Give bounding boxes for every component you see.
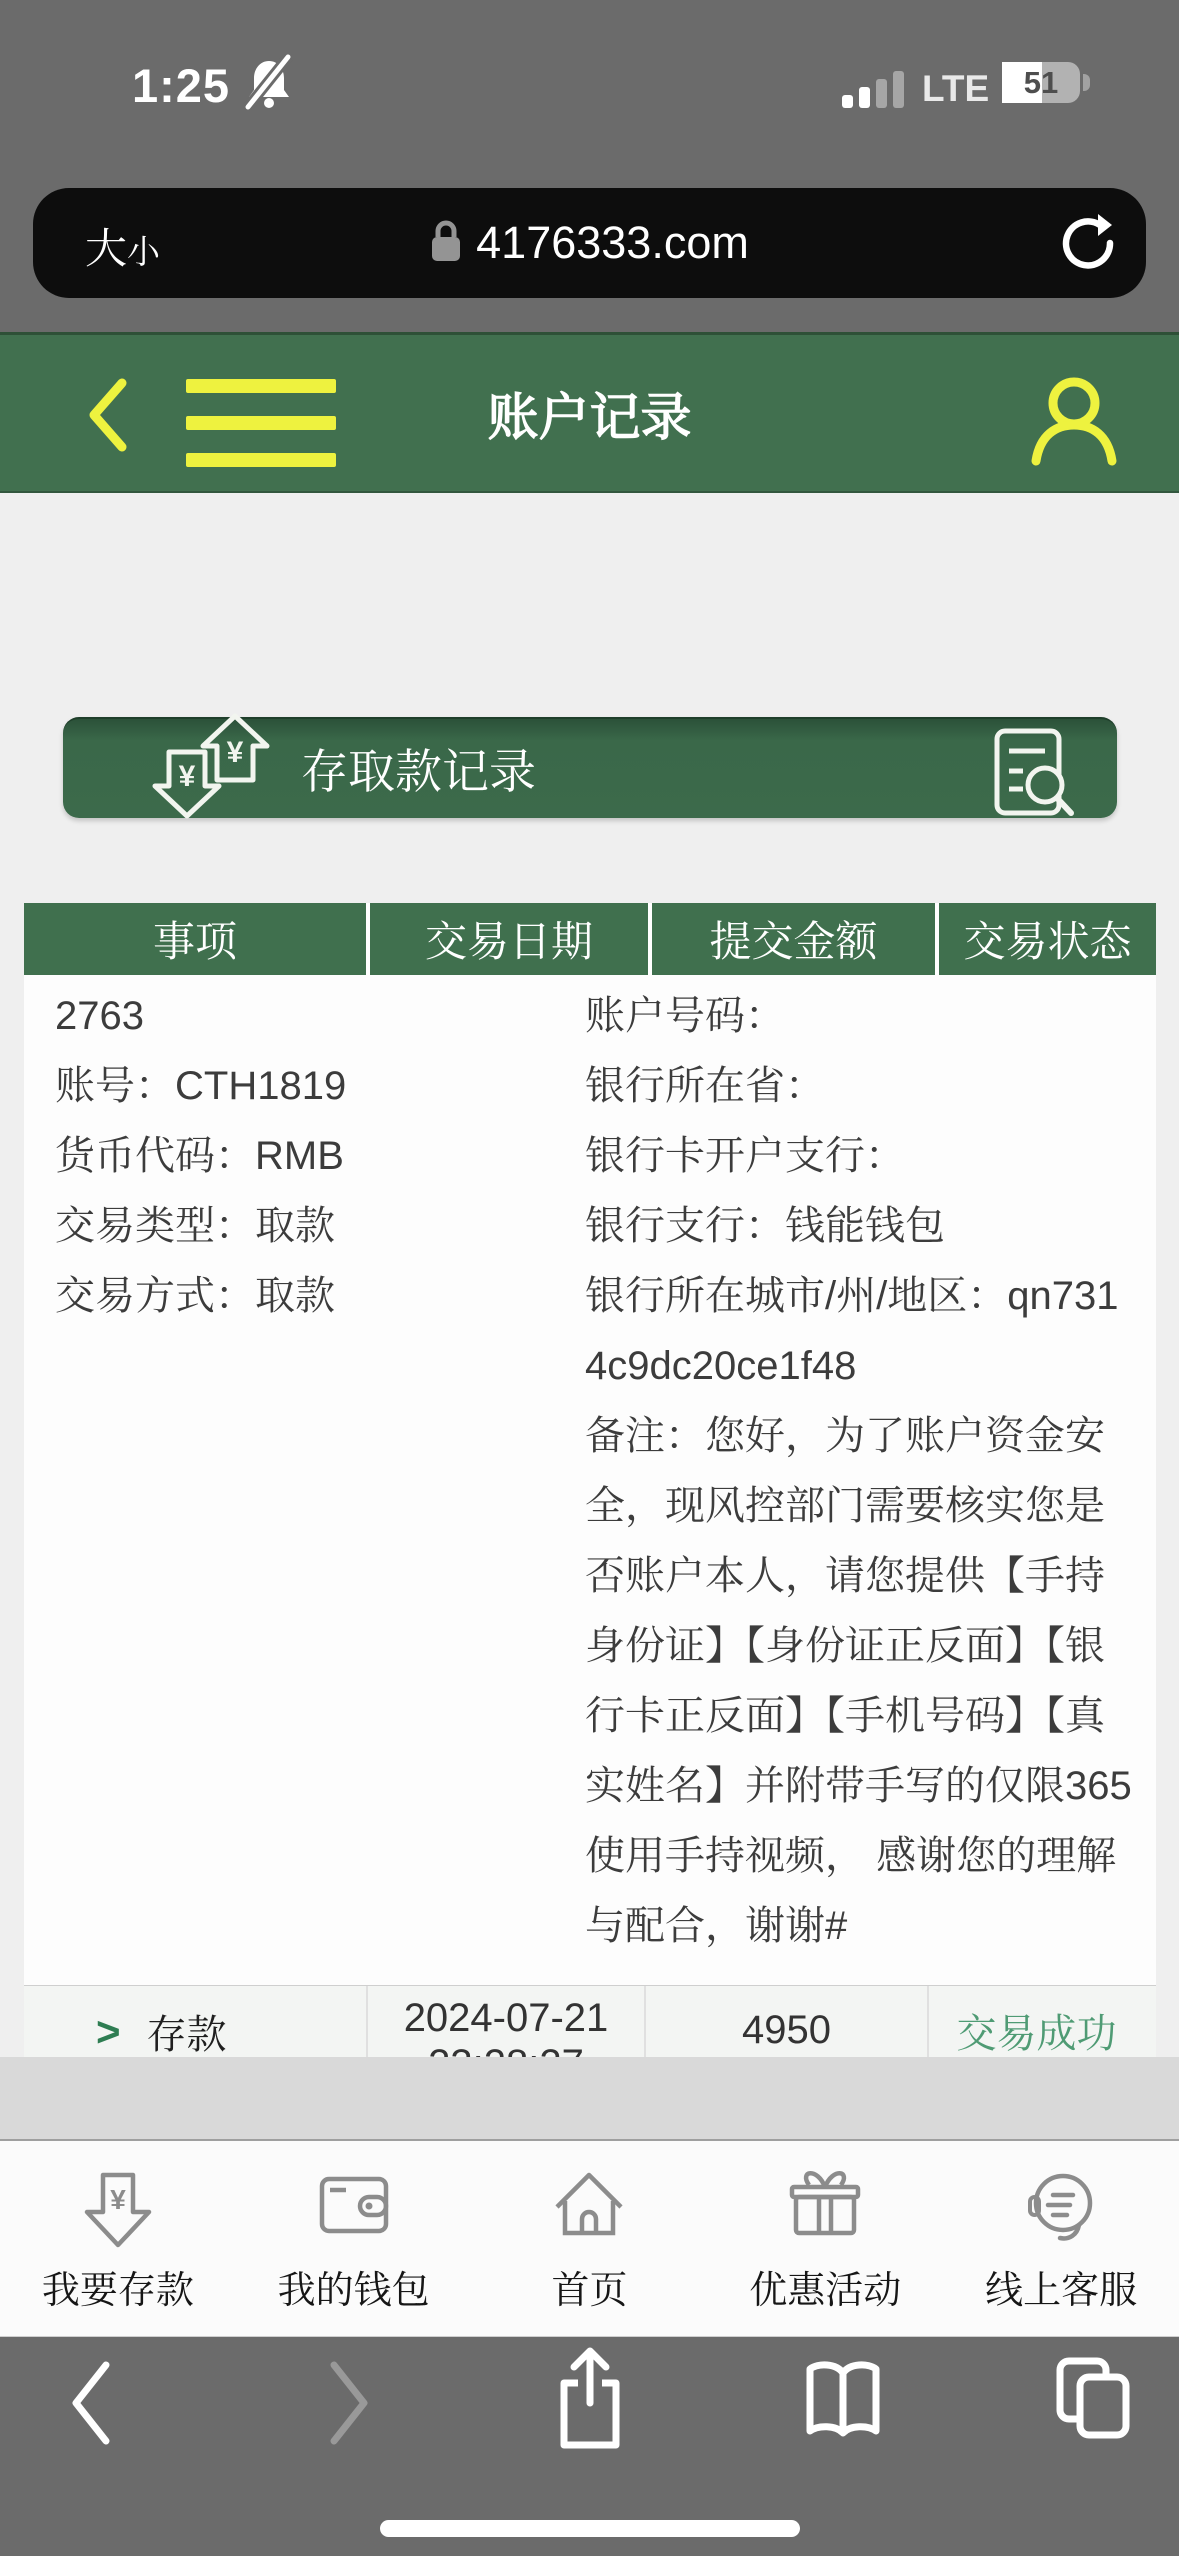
- page-title: 账户记录: [487, 389, 692, 446]
- bank-city-field: 银行所在城市/州/地区：qn7314c9dc20ce1f48: [585, 1274, 1119, 1388]
- bookmarks-icon[interactable]: [800, 2357, 886, 2446]
- currency-field: 货币代码：RMB: [55, 1134, 344, 1178]
- safari-address-bar[interactable]: [33, 188, 1146, 298]
- cellular-signal-icon: [842, 68, 908, 108]
- svg-text:¥: ¥: [178, 760, 196, 793]
- account-field: 账号：CTH1819: [55, 1064, 347, 1108]
- row-amount: 4950: [644, 1986, 927, 2057]
- status-and-url-area: [0, 0, 1179, 332]
- deposit-arrow-icon: [77, 2163, 159, 2249]
- bank-branch-field: 银行支行：钱能钱包: [585, 1204, 945, 1248]
- menu-bar: [186, 453, 336, 467]
- records-table-header: [24, 903, 1156, 975]
- bank-province-field: 银行所在省：: [585, 1064, 825, 1108]
- clock: 1:25: [132, 59, 231, 112]
- nav-item-home[interactable]: [472, 2141, 707, 2337]
- home-icon: [547, 2163, 631, 2249]
- record-detail-panel: [24, 975, 1156, 1985]
- nav-label: 我的钱包: [277, 2270, 430, 2312]
- nav-item-deposit[interactable]: [0, 2141, 235, 2337]
- nav-label: 优惠活动: [749, 2270, 902, 2312]
- banner-title: 存取款记录: [301, 745, 536, 798]
- url-domain[interactable]: 4176333.com: [476, 217, 749, 268]
- column-header-status: 交易状态: [939, 903, 1156, 975]
- account-number-field: 账户号码：: [585, 994, 785, 1038]
- text-size-button[interactable]: 大小: [85, 225, 161, 272]
- battery-icon: [1002, 62, 1080, 103]
- battery-cap: [1083, 74, 1090, 91]
- record-detail-left-column: [55, 981, 585, 1985]
- svg-text:¥: ¥: [110, 2184, 126, 2215]
- nav-label: 线上客服: [985, 2270, 1138, 2312]
- safari-toolbar: [0, 2337, 1179, 2556]
- txn-type-field: 交易类型：取款: [55, 1204, 335, 1248]
- menu-bar: [186, 379, 336, 393]
- bell-slash-icon: [244, 56, 296, 117]
- nav-item-promotions[interactable]: [708, 2141, 943, 2337]
- site-header: [0, 332, 1179, 493]
- reload-button[interactable]: [1060, 212, 1118, 279]
- nav-item-support[interactable]: [944, 2141, 1179, 2337]
- search-records-icon[interactable]: [993, 727, 1081, 824]
- menu-bar: [186, 416, 336, 430]
- share-icon[interactable]: [552, 2345, 628, 2458]
- column-header-amount: 提交金额: [652, 903, 935, 975]
- column-header-item: 事项: [24, 903, 366, 975]
- txn-method-field: 交易方式：取款: [55, 1274, 335, 1318]
- row-date: 2024-07-21: [366, 1986, 644, 2057]
- menu-button[interactable]: [186, 379, 336, 490]
- nav-label: 首页: [551, 2270, 628, 2312]
- network-type-label: LTE: [922, 68, 990, 109]
- browser-forward-button[interactable]: [324, 2355, 374, 2456]
- row-item-label: 存款: [146, 2013, 227, 2057]
- gift-icon: [783, 2163, 867, 2249]
- browser-back-button[interactable]: [66, 2355, 116, 2456]
- wallet-icon: [312, 2163, 396, 2249]
- account-icon[interactable]: [1028, 373, 1120, 470]
- lock-icon: [430, 219, 462, 268]
- battery-percent: 51: [1023, 65, 1059, 100]
- deposit-withdraw-icon: [147, 714, 277, 823]
- tabs-icon[interactable]: [1052, 2353, 1136, 2446]
- home-indicator[interactable]: [380, 2520, 800, 2537]
- record-detail-right-column: [585, 981, 1135, 1985]
- nav-item-wallet[interactable]: [236, 2141, 471, 2337]
- page-background-band: [0, 2057, 1179, 2139]
- row-status-badge: 交易成功: [927, 1986, 1144, 2057]
- site-bottom-nav: [0, 2139, 1179, 2337]
- deposit-withdraw-records-banner[interactable]: [63, 717, 1117, 818]
- table-row[interactable]: [24, 1985, 1156, 2057]
- service-icon: [1019, 2163, 1103, 2249]
- record-id: 2763: [55, 994, 144, 1038]
- svg-text:¥: ¥: [226, 736, 244, 769]
- bank-branch-open-field: 银行卡开户支行：: [585, 1134, 905, 1178]
- column-header-date: 交易日期: [370, 903, 648, 975]
- back-button[interactable]: [82, 377, 134, 458]
- remark-field: 备注：您好，为了账户资金安全，现风控部门需要核实您是否账户本人，请您提供【手持身份证】【身份证正反面】【银行卡正反面】【手机号码】【真实姓名】并附带手写的仅限365使用手持视频， 感谢您的理解与配合，谢谢#: [585, 1414, 1132, 1948]
- nav-label: 我要存款: [41, 2270, 194, 2312]
- expand-chevron-icon[interactable]: >: [96, 2007, 121, 2055]
